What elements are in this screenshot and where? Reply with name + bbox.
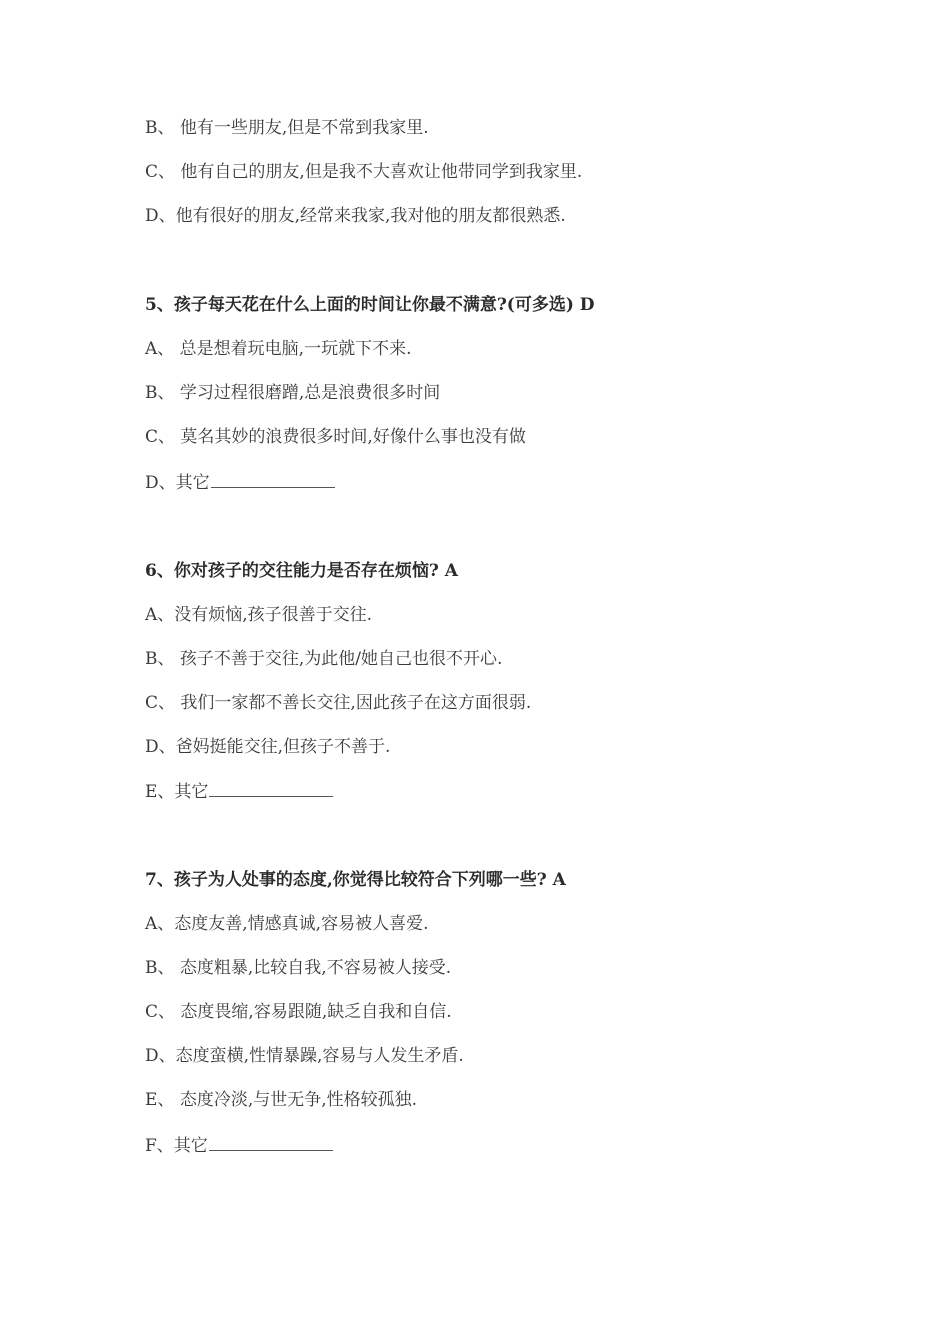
q6-option-e (145, 780, 333, 803)
q5-option-c: C、 莫名其妙的浪费很多时间,好像什么事也没有做 (145, 427, 526, 447)
q5-option-a: A、 总是想着玩电脑,一玩就下不来. (145, 339, 412, 359)
fill-in-blank (209, 780, 333, 797)
q7-option-a: A、态度友善,情感真诚,容易被人喜爱. (145, 914, 429, 934)
q6-option-e-label: E、其它 (145, 782, 209, 802)
q7-title: 7、孩子为人处事的态度,你觉得比较符合下列哪一些? A (145, 870, 566, 890)
q7-option-c: C、 态度畏缩,容易跟随,缺乏自我和自信. (145, 1002, 452, 1022)
q7-option-e: E、 态度冷淡,与世无争,性格较孤独. (145, 1090, 418, 1110)
q7-option-f (145, 1134, 333, 1157)
fill-in-blank (209, 1134, 333, 1151)
q4-option-d: D、他有很好的朋友,经常来我家,我对他的朋友都很熟悉. (145, 206, 566, 226)
q6-option-d: D、爸妈挺能交往,但孩子不善于. (145, 737, 391, 757)
q4-option-b: B、 他有一些朋友,但是不常到我家里. (145, 118, 429, 138)
fill-in-blank (211, 471, 335, 488)
q5-option-d-label: D、其它 (145, 473, 210, 493)
q7-option-b: B、 态度粗暴,比较自我,不容易被人接受. (145, 958, 452, 978)
q6-option-c: C、 我们一家都不善长交往,因此孩子在这方面很弱. (145, 693, 532, 713)
q5-option-b: B、 学习过程很磨蹭,总是浪费很多时间 (145, 383, 441, 403)
q5-title: 5、孩子每天花在什么上面的时间让你最不满意?(可多选) D (145, 295, 595, 315)
q5-option-d (145, 471, 335, 494)
q4-option-c: C、 他有自己的朋友,但是我不大喜欢让他带同学到我家里. (145, 162, 583, 182)
q7-option-f-label: F、其它 (145, 1136, 208, 1156)
q6-option-b: B、 孩子不善于交往,为此他/她自己也很不开心. (145, 649, 503, 669)
q7-option-d: D、态度蛮横,性情暴躁,容易与人发生矛盾. (145, 1046, 464, 1066)
q6-title: 6、你对孩子的交往能力是否存在烦恼? A (145, 561, 458, 581)
q6-option-a: A、没有烦恼,孩子很善于交往. (145, 605, 373, 625)
